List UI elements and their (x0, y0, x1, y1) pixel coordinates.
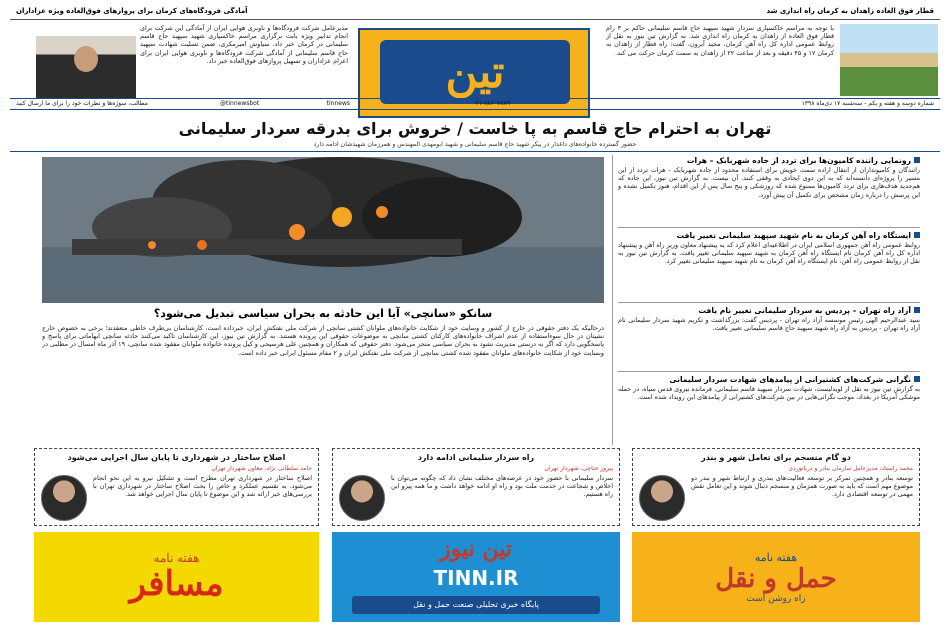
column-box-soleimani[interactable] (332, 448, 620, 526)
train-station-photo (840, 24, 938, 96)
column-title: اصلاح ساختار در شهرداری تا پایان سال اجرایی می‌شود (67, 453, 286, 462)
tinn-news-ad[interactable] (332, 532, 620, 622)
column-author: محمد راستاد، مدیرعامل سازمان بنادر و دریانوردی (788, 465, 913, 472)
burning-tanker-photo (42, 157, 604, 303)
author-portrait (339, 475, 385, 521)
official-portrait-photo (36, 36, 136, 98)
sidebar-item[interactable] (618, 156, 920, 228)
sidebar-item[interactable] (618, 306, 920, 372)
right-top-text: با توجه به مراسم خاکسپاری سردار شهید سپهبد حاج قاسم سلیمانی حاکم بر ۳ رام قطار فوق العاده از زاهدان به کرمان راه اندازی شد. به گزارش تین نیوز به نقل از روابط عمومی اداره کل راه آهن کرمان، مجید آبرون، گفت: راه قطار از زاهدان به کرمان ۱۷ و ۴۵ دقیقه و بعد از ساعت ۲۲ از زاهدان به سمت کرمان حرکت می کند. (606, 24, 834, 57)
news-sidebar (618, 156, 920, 446)
column-body: اصلاح ساختار در شهرداری تهران مطرح است و تشکیل نیرو به این نحو انجام می‌شود. به تقسیم عملکرد و خاص را بحث اصلاح ساختار در شهرداری تهران با بررسی‌های خبر ارائه شد و این موضوع تا پایان سال اجرایی خواهد شد. (93, 474, 312, 499)
column-author: حامد سلطانی نژاد، معاون شهردار تهران (211, 465, 312, 472)
sidebar-item-title: نگرانی شرکت‌های کشتیرانی از پیامدهای شهادت سردار سلیمانی (669, 375, 911, 384)
tinn-en-logo: TINN.IR (433, 566, 519, 590)
column-box-port-city[interactable] (632, 448, 920, 526)
sidebar-item-body: به گزارش تین نیوز به نقل از لویدلیست، شهادت سردار سپهبد قاسم سلیمانی، فرمانده نیروی قدس سپاه، در حمله موشکی آمریکا در بغداد، موجب نگرانی‌هایی در بین شرکت‌های کشتیرانی از پیامدهای این رویداد شده است. (618, 385, 920, 402)
sidebar-item-title: ایستگاه راه آهن کرمان به نام شهید سپهبد سلیمانی تغییر یافت (676, 231, 911, 240)
author-portrait (639, 475, 685, 521)
author-portrait (41, 475, 87, 521)
tinn-fa-logo: تین نیوز (440, 536, 512, 562)
bot-handle[interactable]: @tinnewsbot (220, 100, 260, 107)
haml-logo-text: حمل و نقل (715, 563, 837, 594)
haml-tagline: راه روشن است (746, 593, 806, 604)
left-footer-note: مطالب، سوژه‌ها و نظرات خود را برای ما ارسال کنید (16, 100, 148, 107)
sidebar-item[interactable] (618, 231, 920, 303)
haml-small-label: هفته نامه (754, 550, 798, 564)
sidebar-item-title: آزاد راه تهران – پردیس به سردار سلیمانی تغییر نام یافت (698, 306, 911, 315)
column-box-restructuring[interactable] (34, 448, 319, 526)
sidebar-item[interactable] (618, 375, 920, 441)
info-line (10, 98, 940, 110)
date-line: شماره دوسه و هفته و یکم - سه‌شنبه ۱۷ دی‌ماه ۱۳۹۸ (801, 100, 934, 107)
column-title: دو گام منسجم برای تعامل شهر و بندر (701, 453, 851, 462)
column-body: سردار سلیمانی با حضور خود در عرصه‌های مختلف نشان داد که چگونه می‌توان با اخلاص و شجاعت در خدمت ملت بود و راه او ادامه خواهد داشت و ما همه پیرو این راه هستیم. (391, 474, 613, 499)
column-author: پیروز حناچی، شهردار تهران (544, 465, 613, 472)
sidebar-item-title: رونمایی راننده کامیون‌ها برای تردد از جاده شهربابک – هرات (686, 156, 911, 165)
phone-number: ۰۲۱-۸۸۶۰۷۸۸۹ (472, 100, 510, 107)
mosafer-small-label: هفته نامه (153, 551, 200, 565)
sidebar-item-body: سید عبدالرحیم الهی رئیس موسسه آزاد راه تهران - پردیس گفت: بزرگداشت و تکریم شهید سردار سلیمانی نام آزاد راه تهران - پردیس به آزاد راه شهید سپهبد حاج قاسم سلیمانی تغییر یافت. (618, 316, 920, 333)
tinn-logo (380, 40, 570, 104)
right-top-headline: قطار فوق العاده زاهدان به کرمان راه اندازی شد (766, 7, 934, 15)
sidebar-item-body: رانندگان و کامیونداران از انتقال اراده سمت خویش برای استفاده محدود از جاده شهربابک - هرات تردد از این مسیر را پروژه‌ای دانسته‌اند که به این دوی ایجادی به وقفی کنند. آن نیست. به گزارش تین نیوز، این جاده که هم‌جدید هدف‌هاری برای تردد کامیون‌ها ممنوع شده که روزشکی و پنج سال پس از این اقدام، هنوز تکمیل نشده و این پرسش را درباره زمان مشخص برای تکمیل آن پیش آورد. (618, 166, 920, 199)
sidebar-item-body: روابط عمومی راه آهن جمهوری اسلامی ایران در اطلاعیه‌ای اعلام کرد که به پیشنهاد معاون وزیر راه آهن و پیشنهاد اداره کل راه آهن کرمان نام ایستگاه راه آهن کرمان به شهید سپهبد سلیمانی تغییر یافت. به گزارش تین نیوز به نقل از روابط عمومی راه آهن، نام ایستگاه راه آهن کرمان به نام شهید سپهبد سلیمانی تغییر کرد. (618, 241, 920, 266)
telegram-handle[interactable]: tinnews (326, 100, 350, 107)
column-body: توسعه بنادر و همچنین تمرکز بر توسعه فعالیت‌های بندری و ارتباط شهر و بندر دو موضوع مهم است که باید به صورت همزمان و منسجم دنبال شوند و این تعامل نقش مهمی در توسعه اقتصادی دارد. (691, 474, 913, 499)
feature-body: درحالیکه یک دفتر حقوقی در خارج از کشور و وسایت خود از شکایت خانواده‌های ملوانان کشتی سانچی از شرکت ملی نفتکش ایران، خبرداده است، کارشناسان بی‌طرف خاطی متعقدند؛ برخی به خصوص خارج نشینان در حال سوءاستفاده از عدم اشراف خانواده‌های کارکنان کشتی سانچی به موضوعات حقوقی این پرونده هستند. به گزارش تین نیوز، این کارشناسان تاکید می‌کنند حادثه سانچی ابهاماتی برای پاسخ و پاسخگویی دارد که اگر به درستی مدیریت نشود به بحران سیاسی منجر می‌شود. دفتر حقوقی که همکاران و همچنین علی هرسیجی و کیل پرونده خانواده ملوانان مفقود شده سانچی، ۱۹ آذر ماه امسال در مطلبی در وبسایت خود از شکایت خانواده‌های ملوانان مفقود شده کشتی سانچی از شرکت ملی نفتکش ایران و ۲ مقام مسئول ایرانی خبر داده است. (42, 324, 604, 357)
tinn-caption: پایگاه خبری تحلیلی صنعت حمل و نقل (352, 596, 600, 614)
logo-text: تین (445, 46, 505, 98)
left-top-text: مدیرعامل شرکت فرودگاه‌ها و ناوبری هوایی ایران از آمادگی این شرکت برای انجام تدابیر ویژه بابت برگزاری مراسم خاکسپاری شهید سپهبد حاج قاسم سلیمانی در کرمان خبر داد. سیاوش امیرمکری، ضمن تسلیت شهادت سپهبد حاج قاسم سلیمانی از آمادگی شرکت فرودگاه‌ها و ناوبری هوایی ایران برای اعزام عزاداران و تسهیل پروازهای فوق‌العاده خبر داد. (140, 24, 348, 65)
feature-title: سانکو «سانچی» آیا این حادثه به بحران سیاسی تبدیل می‌شود؟ (153, 307, 493, 320)
mosafer-weekly-ad[interactable] (34, 532, 319, 622)
left-top-headline: آمادگی فرودگاه‌های کرمان برای پروازهای فوق‌العاده ویژه عزاداران (16, 7, 248, 15)
mosafer-logo-text: مسافر (129, 564, 224, 604)
sub-headline: حضور گسترده خانواده‌های داغدار در پیکر شهید حاج قاسم سلیمانی و شهید ابومهدی المهندس و همرزمان شهیدشان ادامه دارد (313, 141, 637, 148)
column-title: راه سردار سلیمانی ادامه دارد (417, 453, 535, 462)
main-headline: تهران به احترام حاج قاسم به پا خاست / خروش برای بدرقه سردار سلیمانی (178, 119, 772, 138)
haml-o-naql-weekly-ad[interactable] (632, 532, 920, 622)
